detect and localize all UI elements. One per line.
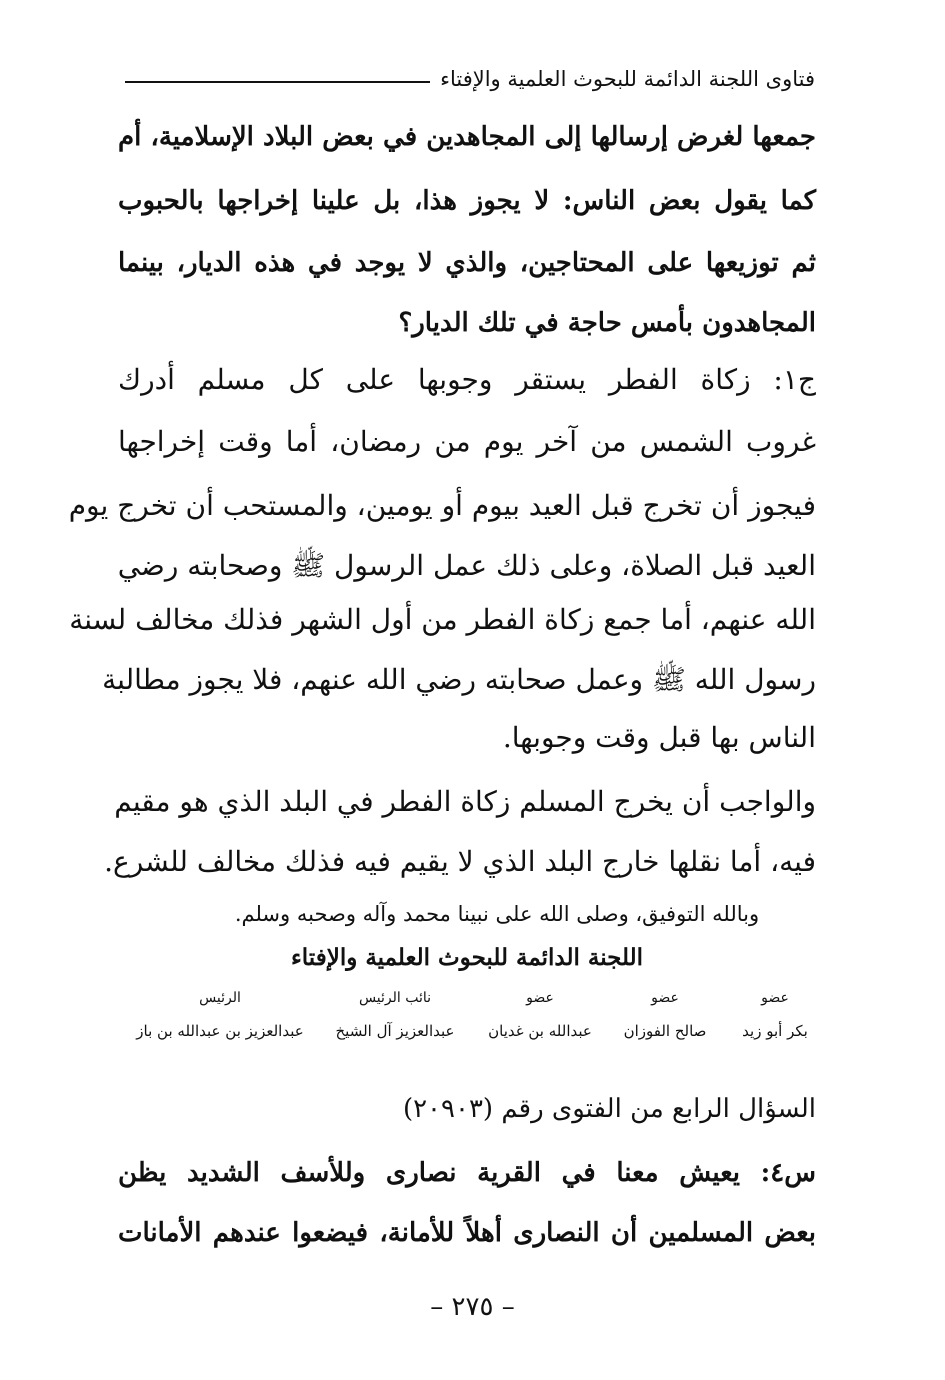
committee-name: اللجنة الدائمة للبحوث العلمية والإفتاء	[290, 944, 644, 971]
answer-line: ج١: زكاة الفطر يستقر وجوبها على كل مسلم أدرك	[118, 363, 816, 396]
answer-line: فيه، أما نقلها خارج البلد الذي لا يقيم فيه فذلك مخالف للشرع.	[104, 845, 816, 878]
signatory-role: عضو	[761, 990, 789, 1006]
signatory-name: عبدالله بن غديان	[488, 1022, 592, 1040]
signatory-name: صالح الفوزان	[623, 1022, 707, 1040]
question-line: جمعها لغرض إرسالها إلى المجاهدين في بعض البلاد الإسلامية، أم	[118, 122, 816, 152]
answer-line: الله عنهم، أما جمع زكاة الفطر من أول الشهر فذلك مخالف لسنة	[69, 603, 816, 636]
closing-line: وبالله التوفيق، وصلى الله على نبينا محمد وآله وصحبه وسلم.	[234, 902, 760, 926]
signatory-name: عبدالعزيز بن عبدالله بن باز	[136, 1022, 304, 1040]
signatory-names	[130, 1022, 820, 1040]
question-line: كما يقول بعض الناس: لا يجوز هذا، بل علينا إخراجها بالحبوب	[118, 186, 816, 216]
signatory-name: بكر أبو زيد	[742, 1022, 808, 1040]
signatory-role: نائب الرئيس	[358, 990, 432, 1006]
question-line: المجاهدون بأمس حاجة في تلك الديار؟	[398, 308, 816, 338]
answer-line: والواجب أن يخرج المسلم زكاة الفطر في البلد الذي هو مقيم	[114, 785, 816, 818]
next-question-line: س٤: يعيش معنا في القرية نصارى وللأسف الشديد يظن	[118, 1158, 816, 1188]
signatory-role: الرئيس	[199, 990, 241, 1006]
question-line: ثم توزيعها على المحتاجين، والذي لا يوجد في هذه الديار، بينما	[118, 248, 816, 278]
signatory-name: عبدالعزيز آل الشيخ	[335, 1022, 455, 1040]
next-question-line: بعض المسلمين أن النصارى أهلاً للأمانة، فيضعوا عندهم الأمانات	[118, 1218, 816, 1248]
signatory-role: عضو	[526, 990, 554, 1006]
answer-line: الناس بها قبل وقت وجوبها.	[502, 721, 816, 754]
running-header	[125, 64, 815, 94]
header-title: فتاوى اللجنة الدائمة للبحوث العلمية والإفتاء	[440, 67, 815, 91]
header-rule	[125, 81, 430, 83]
page-number: – ٢٧٥ –	[430, 1292, 515, 1322]
signatory-role: عضو	[651, 990, 679, 1006]
next-question-heading: السؤال الرابع من الفتوى رقم (٢٠٩٠٣)	[402, 1094, 816, 1124]
answer-line: غروب الشمس من آخر يوم من رمضان، أما وقت إخراجها	[118, 425, 816, 458]
answer-line: رسول الله ﷺ وعمل صحابته رضي الله عنهم، فلا يجوز مطالبة	[102, 663, 816, 696]
answer-line: العيد قبل الصلاة، وعلى ذلك عمل الرسول ﷺ وصحابته رضي	[117, 549, 816, 582]
answer-line: فيجوز أن تخرج قبل العيد بيوم أو يومين، والمستحب أن تخرج يوم	[68, 489, 816, 522]
signatory-roles	[130, 990, 820, 1006]
